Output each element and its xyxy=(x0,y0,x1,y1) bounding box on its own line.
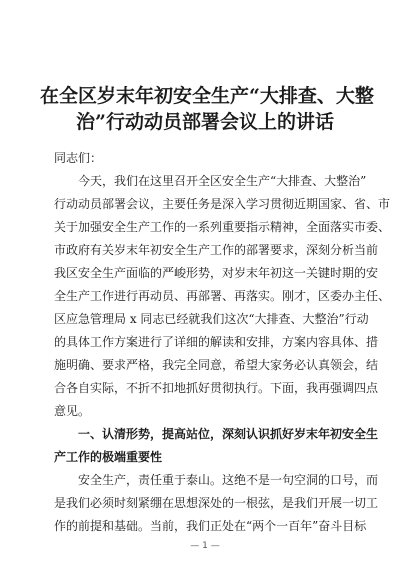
body-line: 意见。 xyxy=(54,404,91,418)
body-line: 全生产工作进行再动员、再部署、再落实。刚才，区委办主任、 xyxy=(54,289,391,303)
document-title-line-2: 治”行动动员部署会议上的讲话 xyxy=(76,111,334,133)
body-line: 安全生产，责任重于泰山。这绝不是一句空洞的口号，而 xyxy=(78,473,379,487)
body-line: 作的前提和基础。当前，我们正处在“两个一百年”奋斗目标 xyxy=(54,519,367,533)
body-line: 行动动员部署会议，主要任务是深入学习贯彻近期国家、省、市 xyxy=(54,197,391,211)
section-heading-line-1: 一、认清形势，提高站位，深刻认识抓好岁末年初安全生 xyxy=(78,427,379,441)
body-line: 的具体工作方案进行了详细的解读和安排，方案内容具体、措 xyxy=(54,335,379,349)
page-number: — 1 — xyxy=(190,541,220,551)
body-line: 是我们必须时刻紧绷在思想深处的一根弦，是我们开展一切工 xyxy=(54,496,379,510)
body-line: 关于加强安全生产工作的一系列重要指示精神，全面落实市委、 xyxy=(54,220,391,234)
body-line: 市政府有关岁末年初安全生产工作的部署要求，深刻分析当前 xyxy=(54,243,379,257)
section-heading-line-2: 产工作的极端重要性 xyxy=(54,450,163,464)
body-line: 今天，我们在这里召开全区安全生产“大排查、大整治” xyxy=(78,174,367,188)
body-line: 我区安全生产面临的严峻形势，对岁末年初这一关键时期的安 xyxy=(54,266,379,280)
body-line: 施明确、要求严格，我完全同意，希望大家务必认真领会，结 xyxy=(54,358,379,372)
body-line: 区应急管理局 x 同志已经就我们这次“大排查、大整治”行动 xyxy=(54,312,369,326)
salutation: 同志们： xyxy=(54,151,103,165)
body-line: 合各自实际，不折不扣地抓好贯彻执行。下面，我再强调四点 xyxy=(54,381,379,395)
document-title-line-1: 在全区岁末年初安全生产“大排查、大整 xyxy=(40,85,374,107)
